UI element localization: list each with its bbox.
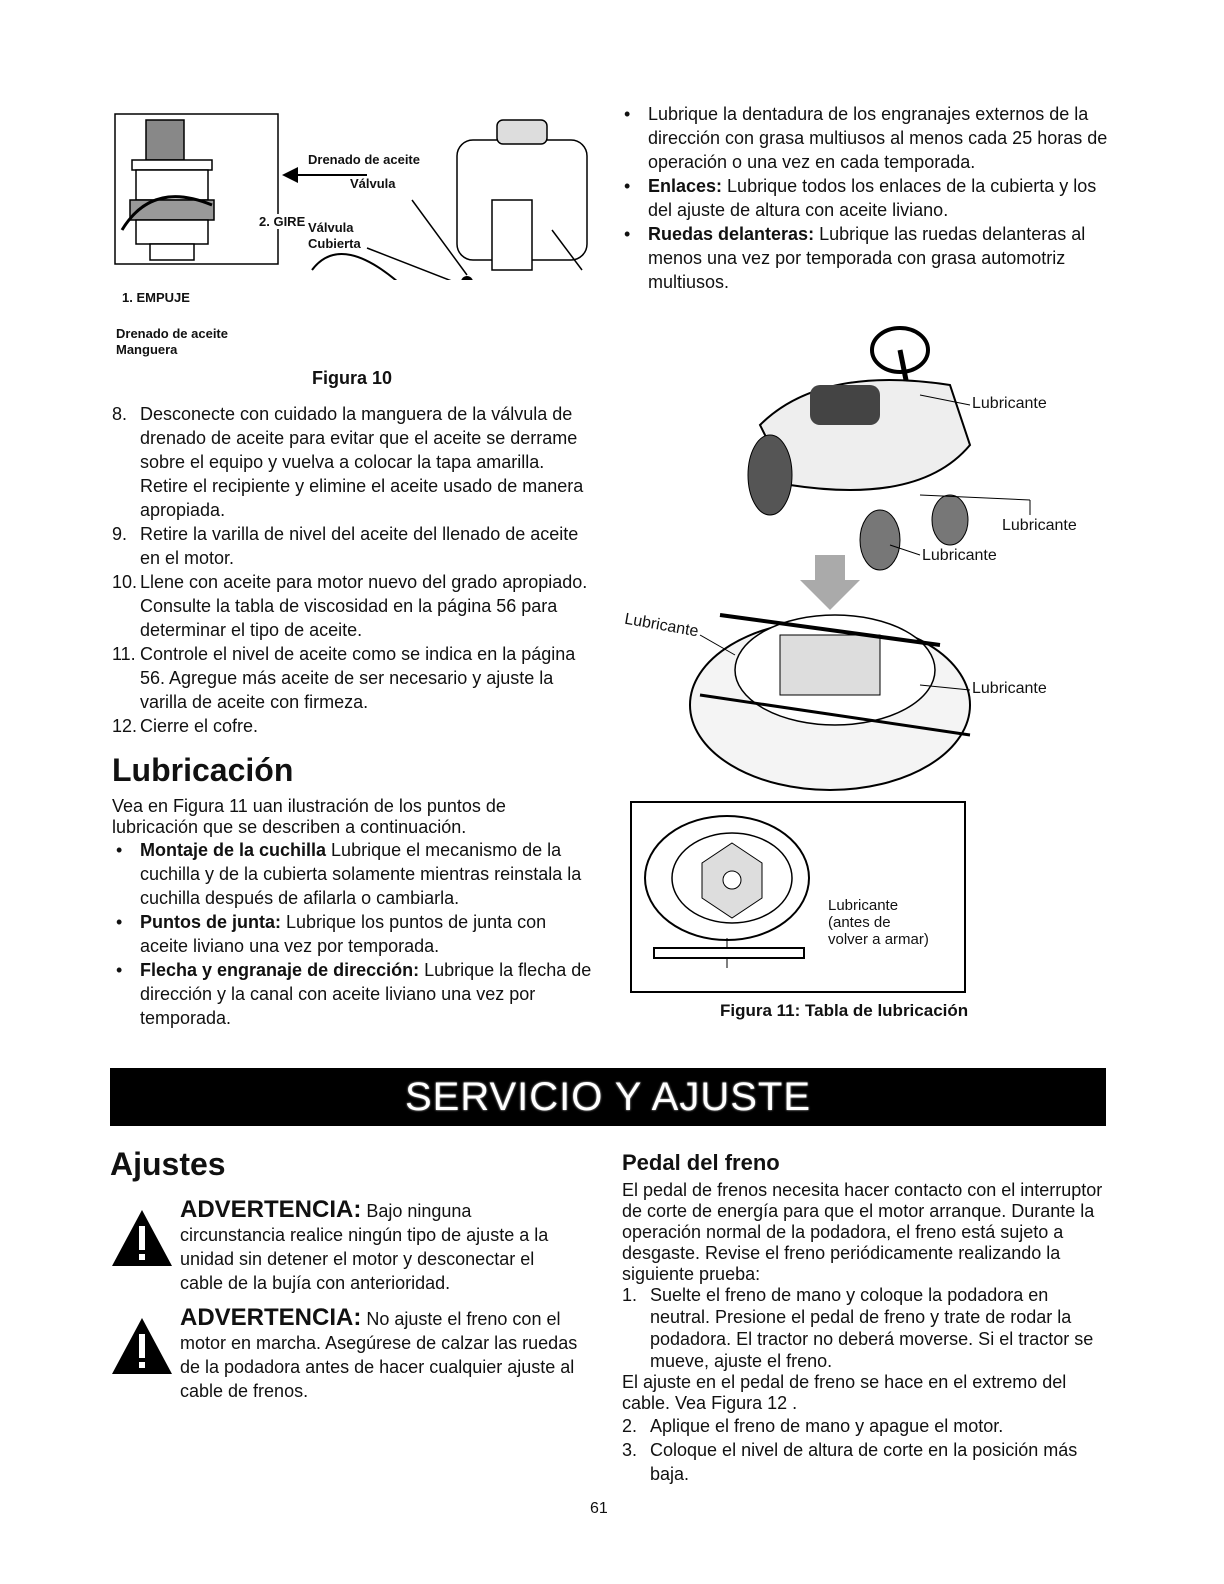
inset-label-3: volver a armar) (828, 931, 929, 948)
inset-label-2: (antes de (828, 914, 891, 931)
lubricacion-bullets (112, 838, 597, 1030)
pedal-step-1: 1. Suelte el freno de mano y coloque la podadora en neutral. Presione el pedal de freno y trate de rodar la podadora. El tractor no deberá moverse. Si el tractor se mueve, ajuste el freno. (622, 1285, 1094, 1371)
oil-change-steps (112, 402, 592, 738)
step-10: 10. Llene con aceite para motor nuevo del grado apropiado. Consulte la tabla de viscosidad en la página 56 para determinar el tipo de aceite. (112, 572, 588, 640)
figure-10-caption: Figura 10 (312, 368, 393, 388)
step-9: 9. Retire la varilla de nivel del aceite del llenado de aceite en el motor. (112, 524, 579, 568)
figure-11-caption: Figura 11: Tabla de lubricación (720, 1001, 969, 1020)
figure-10 (112, 110, 602, 388)
pedal-step-2: 2. Aplique el freno de mano y apague el motor. (622, 1416, 1004, 1436)
lubricante-label-4: Lubricante (623, 610, 700, 641)
warning-triangle-icon (110, 1316, 174, 1376)
blade-inset-illustration (632, 803, 832, 988)
blade-inset-box (630, 801, 966, 993)
page-number: 61 (590, 1500, 608, 1517)
drenado-label: Drenado de aceite (308, 152, 420, 167)
bullet-dentadura: • Lubrique la dentadura de los engranajes externos de la dirección con grasa multiusos al menos cada 25 horas de operación o una vez en cada temporada. (620, 102, 1110, 174)
manguera-label-1: Drenado de aceite (116, 326, 228, 341)
right-lubrication-bullets (620, 102, 1110, 294)
inset-label-1: Lubricante (828, 897, 899, 914)
lubricante-label-5: Lubricante (972, 680, 1047, 697)
step-11: 11. Controle el nivel de aceite como se indica en la página 56. Agregue más aceite de ser necesario y ajuste la varilla de aceite con firmeza. (112, 644, 576, 712)
step-12: 12. Cierre el cofre. (112, 716, 259, 736)
gire-label: 2. GIRE (259, 214, 306, 229)
bullet-montaje: • Montaje de la cuchilla Lubrique el mecanismo de la cuchilla y de la cubierta solamente mientras reinstala la cuchilla después de afilarla o cambiarla. (112, 838, 597, 910)
pedal-steps-a (622, 1284, 1107, 1372)
lubricacion-intro: Vea en Figura 11 uan ilustración de los puntos de lubricación que se describen a continuación. (112, 796, 506, 837)
warning-1-text: ADVERTENCIA: Bajo ninguna circunstancia realice ningún tipo de ajuste a la unidad sin detener el motor y desconectar el cable de la bujía con anterioridad. (180, 1196, 549, 1293)
bullet-flecha: • Flecha y engranaje de dirección: Lubrique la flecha de dirección y la canal con aceite liviano una vez por temporada. (112, 958, 597, 1030)
pedal-middle: El ajuste en el pedal de freno se hace en el extremo del cable. Vea Figura 12 . (622, 1372, 1067, 1413)
lubricacion-heading: Lubricación (112, 752, 294, 788)
pedal-step-3: 3. Coloque el nivel de altura de corte en la posición más baja. (622, 1440, 1078, 1484)
bullet-puntos: • Puntos de junta: Lubrique los puntos de junta con aceite liviano una vez por temporada. (112, 910, 597, 958)
manguera-label-2: Manguera (116, 342, 178, 357)
lubricante-label-1: Lubricante (972, 395, 1047, 412)
valvula-label: Válvula (350, 176, 396, 191)
lubricante-label-3: Lubricante (922, 547, 997, 564)
pedal-heading: Pedal del freno (622, 1150, 780, 1175)
figure-11 (620, 325, 1120, 1025)
valvula-cubierta-label-1: Válvula (308, 220, 354, 235)
step-8: 8. Desconecte con cuidado la manguera de la válvula de drenado de aceite para evitar que el aceite se derrame sobre el equipo y vuelva a colocar la tapa amarilla. Retire el recipiente y elimine el aceite usado de manera apropiada. (112, 404, 584, 520)
oil-drain-illustration (112, 110, 602, 280)
ajustes-heading: Ajustes (110, 1146, 226, 1182)
section-banner: SERVICIO Y AJUSTE (110, 1068, 1106, 1126)
warning-2-text: ADVERTENCIA: No ajuste el freno con el motor en marcha. Asegúrese de calzar las ruedas de la podadora antes de hacer cualquier ajuste al cable de frenos. (180, 1304, 578, 1401)
bullet-enlaces: • Enlaces: Lubrique todos los enlaces de la cubierta y los del ajuste de altura con aceite liviano. (620, 174, 1110, 222)
lubricante-label-2: Lubricante (1002, 517, 1077, 534)
empuje-label: 1. EMPUJE (122, 290, 190, 305)
valvula-cubierta-label-2: Cubierta (308, 236, 361, 251)
bullet-ruedas: • Ruedas delanteras: Lubrique las ruedas delanteras al menos una vez por temporada con grasa automotriz multiusos. (620, 222, 1110, 294)
pedal-steps-b (622, 1414, 1107, 1486)
warning-triangle-icon (110, 1208, 174, 1268)
pedal-intro: El pedal de frenos necesita hacer contacto con el interruptor de corte de energía para que el motor arranque. Durante la operación normal de la podadora, el freno está sujeto a desgaste. Revise el freno periódicamente realizando la siguiente prueba: (622, 1180, 1103, 1284)
